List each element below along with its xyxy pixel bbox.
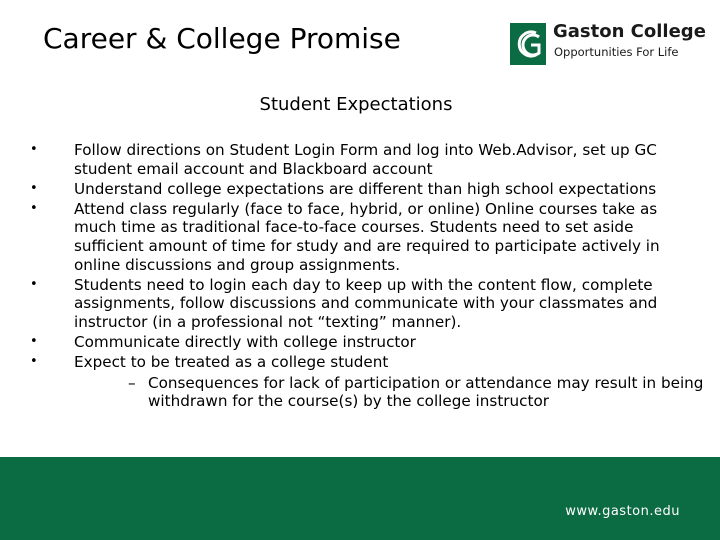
list-item-text: Students need to login each day to keep up with the content flow, complete assignments, follow discussions and communicate with your classmates and instructor (in a professional not “texting” manner). [74, 275, 658, 331]
slide-title: Career & College Promise [43, 22, 401, 55]
bullet-dot-icon: • [30, 200, 38, 216]
list-item-text: Understand college expectations are different than high school expectations [74, 179, 657, 198]
list-item [30, 353, 704, 411]
dash-icon: – [128, 373, 136, 392]
expectations-list [30, 141, 704, 412]
logo-tagline: Opportunities For Life [554, 45, 679, 59]
list-item [30, 180, 670, 199]
bullet-dot-icon: • [30, 276, 38, 292]
sub-list-item-text: Consequences for lack of participation or attendance may result in being withdrawn for the course(s) by the college instructor [148, 373, 704, 411]
footer-url: www.gaston.edu [565, 504, 680, 519]
list-item [30, 200, 670, 274]
list-item-text: Communicate directly with college instructor [74, 332, 416, 351]
list-item-text: Follow directions on Student Login Form and log into Web.Advisor, set up GC student email account and Blackboard account [74, 141, 657, 178]
sub-list-item [74, 374, 708, 411]
list-item [30, 333, 670, 352]
list-item [30, 276, 670, 332]
bullet-dot-icon: • [30, 354, 38, 370]
list-item [30, 141, 670, 178]
list-item-text: Expect to be treated as a college student [74, 353, 389, 372]
logo-name: Gaston College [553, 21, 706, 42]
gaston-college-logo [510, 21, 706, 67]
bullet-dot-icon: • [30, 142, 38, 157]
bullet-dot-icon: • [30, 180, 38, 196]
gc-logo-icon [510, 23, 546, 65]
list-item-text: Attend class regularly (face to face, hybrid, or online) Online courses take as much time as traditional face-to-face courses. Students need to set aside sufficient amount of time for study and are required to participate actively in online discussions and group assignments. [74, 199, 660, 274]
bullet-dot-icon: • [30, 333, 38, 349]
slide-subtitle: Student Expectations [259, 94, 453, 115]
footer-bar [0, 457, 720, 540]
